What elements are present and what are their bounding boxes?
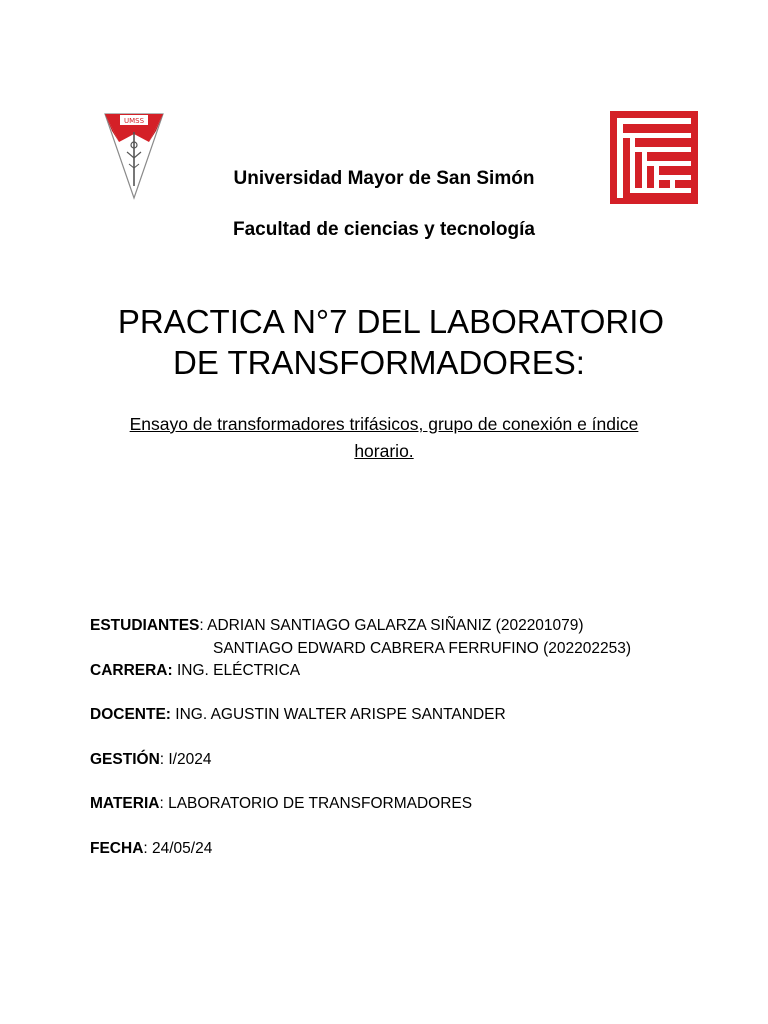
svg-text:UMSS: UMSS [123,117,145,125]
teacher-row [90,706,506,724]
subtitle-line-2: horario. [354,441,414,461]
document-title [0,301,768,383]
title-line-2: DE TRANSFORMADORES: [173,344,585,381]
date-value: : 24/05/24 [143,840,213,857]
faculty-name: Facultad de ciencias y tecnología [233,219,535,240]
term-label: GESTIÓN [90,751,160,768]
teacher-label: DOCENTE: [90,706,171,723]
teacher-value: ING. AGUSTIN WALTER ARISPE SANTANDER [170,706,506,723]
term-row [90,751,211,769]
date-label: FECHA [90,840,144,857]
student-2-row [213,640,631,658]
students-row [90,617,584,635]
career-row [90,662,300,680]
career-label: CARRERA: [90,662,173,679]
student-1: ADRIAN SANTIAGO GALARZA SIÑANIZ (202201079) [207,617,584,634]
title-line-1: PRACTICA N°7 DEL LABORATORIO [117,303,665,340]
students-separator: : [199,617,208,634]
subject-label: MATERIA [90,795,160,812]
student-2: SANTIAGO EDWARD CABRERA FERRUFINO (202202253) [213,640,632,657]
subject-value: : LABORATORIO DE TRANSFORMADORES [159,795,473,812]
university-name: Universidad Mayor de San Simón [233,168,535,189]
term-value: : I/2024 [159,751,212,768]
fcyt-logo [610,111,698,204]
date-row [90,840,212,858]
students-label: ESTUDIANTES [90,617,200,634]
subtitle-line-1: Ensayo de transformadores trifásicos, grupo de conexión e índice [129,414,639,434]
document-subtitle [0,411,768,465]
subject-row [90,795,472,813]
career-value: ING. ELÉCTRICA [172,662,301,679]
